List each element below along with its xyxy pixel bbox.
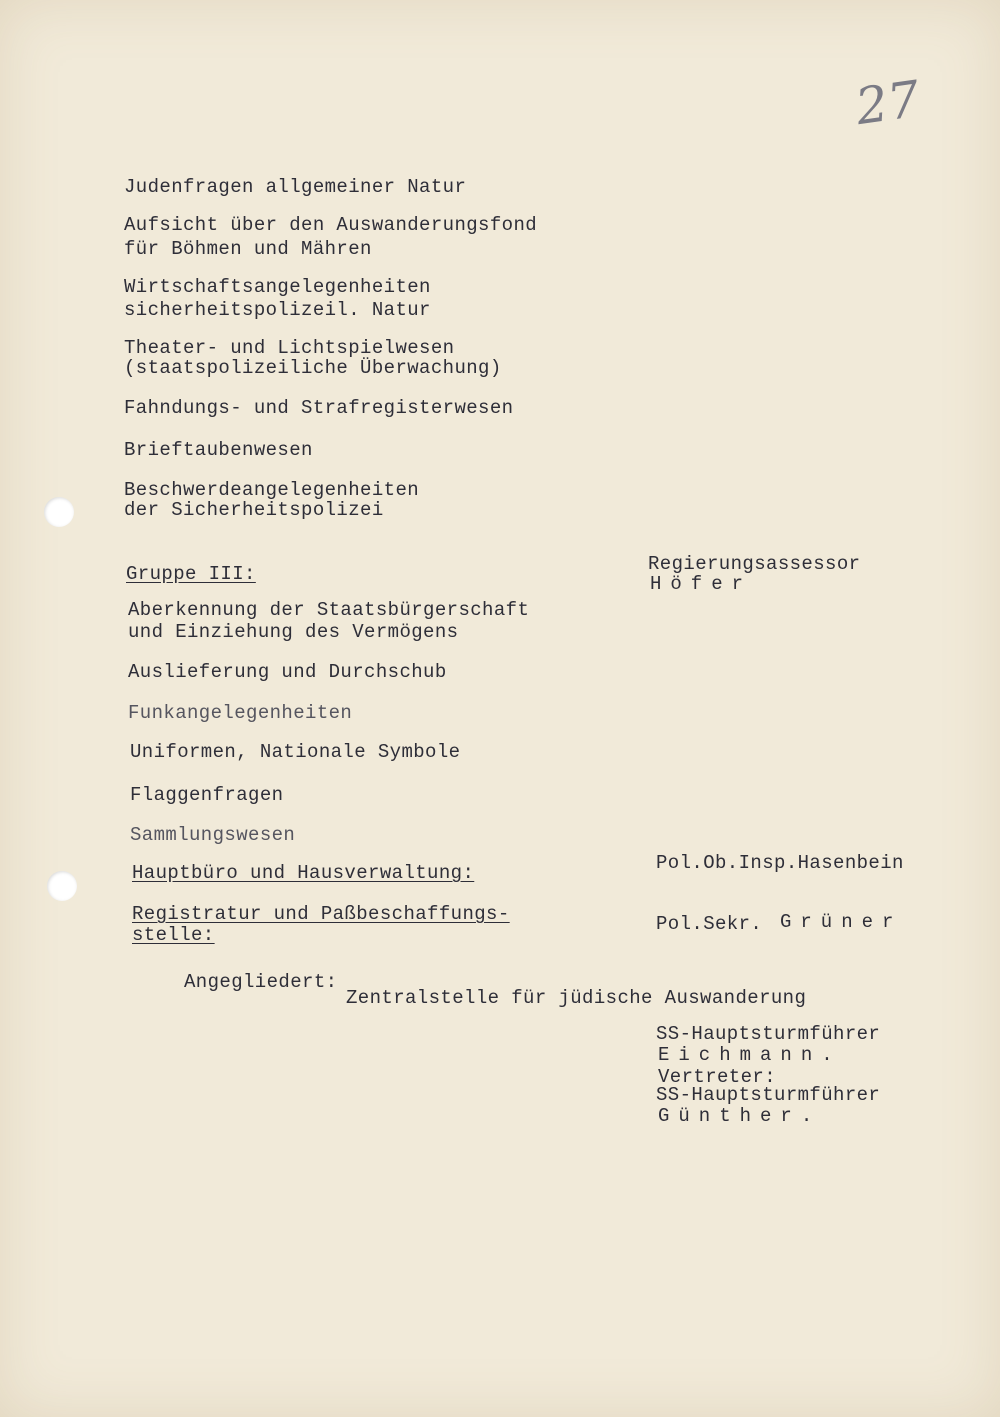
punch-hole	[44, 497, 74, 527]
official-title: Regierungsassessor	[648, 553, 861, 575]
list-item: Wirtschaftsangelegenheiten	[124, 276, 431, 298]
list-item: (staatspolizeiliche Überwachung)	[124, 357, 502, 379]
list-item: Uniformen, Nationale Symbole	[130, 741, 461, 763]
angegliedert-label: Angegliedert:	[184, 971, 338, 993]
hauptbuero-official: Pol.Ob.Insp.Hasenbein	[656, 852, 904, 874]
deputy-name: Günther.	[658, 1105, 822, 1127]
list-item: Funkangelegenheiten	[128, 702, 353, 724]
list-item: Fahndungs- und Strafregisterwesen	[124, 397, 514, 419]
deputy-rank: SS-Hauptsturmführer	[656, 1084, 881, 1106]
punch-hole	[47, 871, 77, 901]
official-name: Höfer	[650, 573, 753, 595]
list-item: für Böhmen und Mähren	[124, 238, 372, 260]
list-item: Sammlungswesen	[130, 824, 296, 846]
leader-rank: SS-Hauptsturmführer	[656, 1023, 881, 1045]
angegliedert-office: Zentralstelle für jüdische Auswanderung	[346, 987, 807, 1009]
list-item: Theater- und Lichtspielwesen	[124, 337, 455, 359]
list-item: Beschwerdeangelegenheiten	[124, 479, 420, 501]
registratur-label: stelle:	[132, 924, 215, 946]
gruppe-heading: Gruppe III:	[126, 563, 256, 585]
list-item: Auslieferung und Durchschub	[128, 661, 447, 683]
list-item: Judenfragen allgemeiner Natur	[124, 176, 467, 198]
list-item: Brieftaubenwesen	[124, 439, 313, 461]
registratur-official-prefix: Pol.Sekr.	[656, 913, 763, 935]
list-item: Aufsicht über den Auswanderungsfond	[124, 214, 538, 236]
registratur-label: Registratur und Paßbeschaffungs-	[132, 903, 510, 925]
list-item: Aberkennung der Staatsbürgerschaft	[128, 599, 530, 621]
list-item: sicherheitspolizeil. Natur	[124, 299, 431, 321]
registratur-official-name: Grüner	[780, 911, 903, 933]
hauptbuero-label: Hauptbüro und Hausverwaltung:	[132, 862, 475, 884]
list-item: der Sicherheitspolizei	[124, 499, 384, 521]
list-item: Flaggenfragen	[130, 784, 284, 806]
deputy-label: Vertreter:	[658, 1066, 777, 1088]
page-number: 27	[852, 69, 924, 137]
leader-name: Eichmann.	[658, 1044, 842, 1066]
list-item: und Einziehung des Vermögens	[128, 621, 459, 643]
